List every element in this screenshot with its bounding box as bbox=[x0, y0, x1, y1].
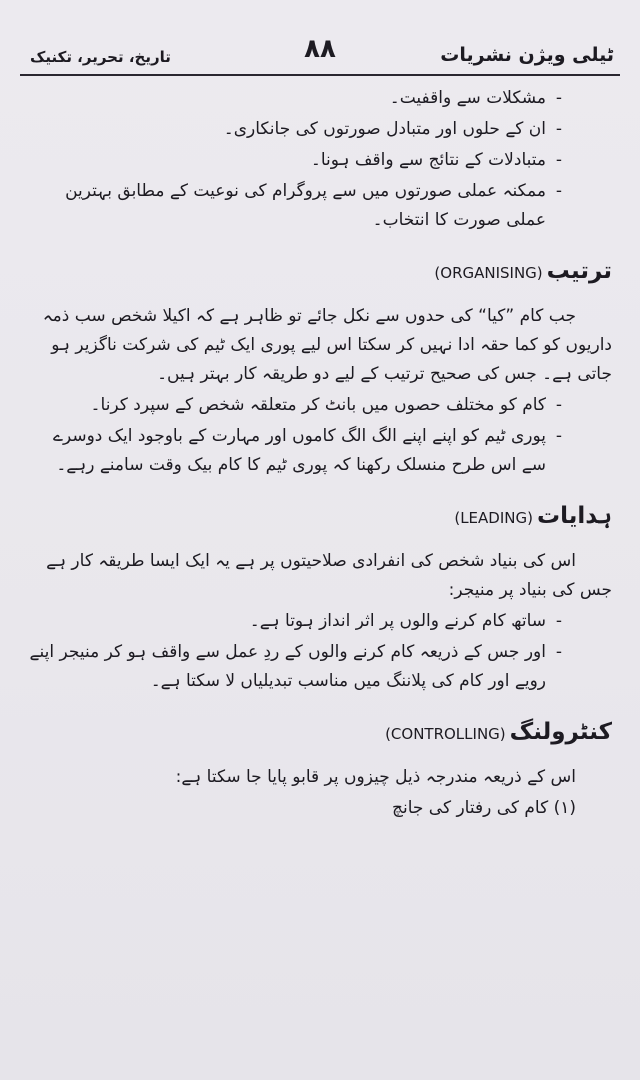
heading-urdu: ہدایات bbox=[536, 503, 612, 529]
heading-urdu: ترتیب bbox=[546, 258, 612, 284]
page-body bbox=[28, 84, 612, 1060]
paragraph: اس کی بنیاد شخص کی انفرادی صلاحیتوں پر ہے یہ ایک ایسا طریقہ کار ہے جس کی بنیاد پر منیجر: bbox=[46, 551, 612, 600]
list-item bbox=[28, 146, 612, 175]
dash-marker: - bbox=[555, 181, 563, 201]
dash-marker: - bbox=[555, 150, 563, 170]
header-book-subtitle: تاریخ، تحریر، تکنیک bbox=[30, 48, 171, 66]
dash-marker: - bbox=[555, 88, 563, 108]
list-item bbox=[28, 84, 612, 113]
list-item-text: متبادلات کے نتائج سے واقف ہونا۔ bbox=[310, 150, 546, 170]
dash-marker: - bbox=[555, 426, 563, 446]
section-heading-leading bbox=[28, 502, 612, 533]
list-item bbox=[28, 638, 612, 696]
page-number: ۸۸ bbox=[304, 34, 336, 64]
list-item bbox=[28, 422, 612, 480]
dash-marker: - bbox=[555, 611, 563, 631]
paragraph: اس کے ذریعہ مندرجہ ذیل چیزوں پر قابو پایا جا سکتا ہے: bbox=[175, 767, 576, 787]
heading-urdu: کنٹرولنگ bbox=[509, 719, 612, 745]
section-heading-controlling bbox=[28, 718, 612, 749]
list-item bbox=[28, 115, 612, 144]
dash-marker: - bbox=[555, 642, 563, 662]
dash-marker: - bbox=[555, 395, 563, 415]
list-item-text: ساتھ کام کرنے والوں پر اثر انداز ہوتا ہے۔ bbox=[249, 611, 546, 631]
paragraph: جب کام ”کیا“ کی حدوں سے نکل جائے تو ظاہر ہے کہ اکیلا شخص سب ذمہ داریوں کو کما حقہ ادا نہیں کر سکتا اس لیے پوری ایک ٹیم کی شرکت ناگزیر ہو جاتی ہے۔ جس کی صحیح ترتیب کے لیے دو طریقہ کار بہتر ہیں۔ bbox=[42, 306, 612, 384]
list-item-text: مشکلات سے واقفیت۔ bbox=[389, 88, 546, 108]
list-item-text: کام کو مختلف حصوں میں بانٹ کر متعلقہ شخص کے سپرد کرنا۔ bbox=[90, 395, 546, 415]
section-heading-organising bbox=[28, 257, 612, 288]
list-item-text: اور جس کے ذریعہ کام کرنے والوں کے ردِ عمل سے واقف ہو کر منیجر اپنے رویے اور کام کی پلاننگ میں مناسب تبدیلیاں لا سکتا ہے۔ bbox=[29, 642, 546, 691]
numbered-item: (۱) کام کی رفتار کی جانچ bbox=[391, 798, 576, 818]
heading-english: (ORGANISING) bbox=[434, 264, 543, 282]
heading-english: (LEADING) bbox=[454, 509, 533, 527]
list-item-text: ممکنہ عملی صورتوں میں سے پروگرام کی نوعیت کے مطابق بہترین عملی صورت کا انتخاب۔ bbox=[65, 181, 546, 230]
header-book-title: ٹیلی ویژن نشریات bbox=[440, 44, 614, 66]
list-item bbox=[28, 177, 612, 235]
heading-english: (CONTROLLING) bbox=[385, 725, 506, 743]
list-item bbox=[28, 607, 612, 636]
list-item-text: ان کے حلوں اور متبادل صورتوں کی جانکاری۔ bbox=[223, 119, 546, 139]
list-item-text: پوری ٹیم کو اپنے اپنے الگ الگ کاموں اور مہارت کے باوجود ایک دوسرے سے اس طرح منسلک رکھنا کہ پوری ٹیم کا کام بیک وقت سامنے رہے۔ bbox=[53, 426, 546, 475]
page-header bbox=[20, 28, 620, 76]
dash-marker: - bbox=[555, 119, 563, 139]
list-item bbox=[28, 391, 612, 420]
